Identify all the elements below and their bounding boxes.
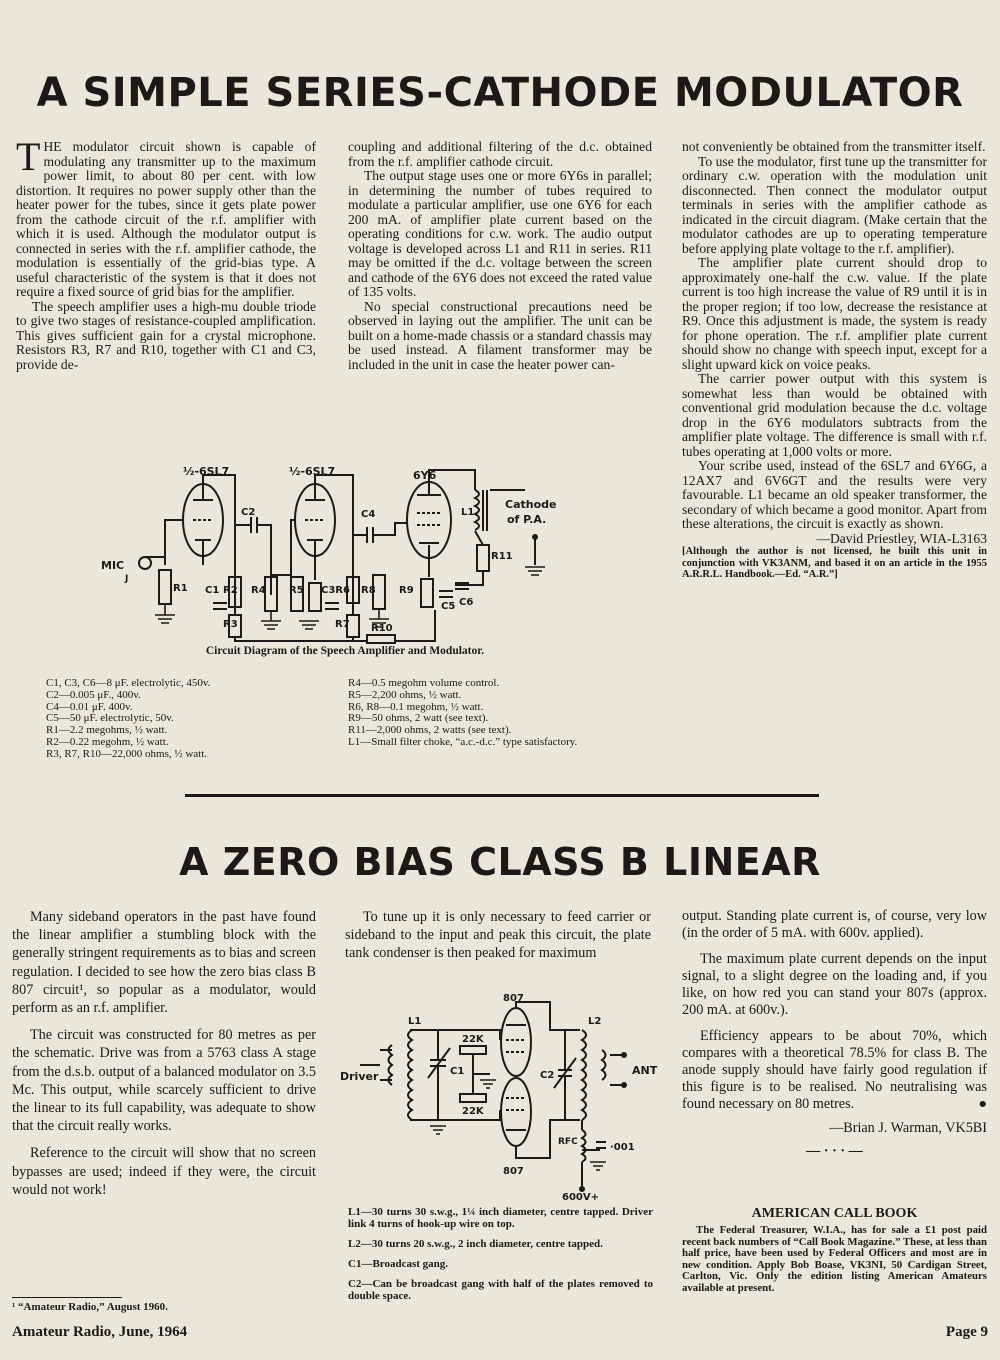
article1-col3-para2: To use the modulator, first tune up the transmitter for ordinary c.w. operation with the modulation unit disconnected. Then connect the modulator output terminals in series with the amplifier cathode as indicated in the circuit diagram. (Make certain that the modulator cathodes are up to operating temperature before applying plate voltage to the r.f. amplifier). <box>682 153 987 256</box>
label-r-bottom: 22K <box>462 1106 484 1117</box>
article2-col1-para2: The circuit was constructed for 80 metres as per the schematic. Drive was from a 5763 class A stage from the d.s.b. output of a balanced modulator on 3.5 Mc. This output, while scarcely sufficient to drive the linear to its full capability, was adequate to show that the circuit really works. <box>12 1027 316 1135</box>
label-c2: C2 <box>540 1070 555 1081</box>
parts-item: L1—30 turns 30 s.w.g., 1¼ inch diameter, centre tapped. Driver link 4 turns of hook-up wire on top. <box>348 1206 653 1230</box>
separator-ornament: — · · · — <box>806 1143 863 1159</box>
article2-column-2 <box>345 908 651 972</box>
notice-body: The Federal Treasurer, W.I.A., has for sale a £1 post paid recent back numbers of “Call Book Magazine.” These, at less than half price, have been used by Federal Officers and most are in new condition. Apply Bob Boase, VK3NI, 50 Cardigan Street, Carlton, Vic. Only the edition listing American Amateurs available at present. <box>682 1224 987 1294</box>
label-driver: Driver <box>340 1070 379 1083</box>
parts-item: C4—0.01 μF. 400v. <box>46 700 133 713</box>
footer-page-number: Page 9 <box>945 1324 988 1340</box>
editor-note: [Although the author is not licensed, he built this unit in conjunction with VK3ANM, and based it on an article in the 1955 A.R.R.L. Handbook.—Ed. “A.R.”] <box>682 546 987 580</box>
article1-col2-para3: No special constructional precautions need be observed in laying out the amplifier. The unit can be built on a home-made chassis or a standard chassis may be used instead. A filament transformer may be included in the unit in case the heater power can- <box>348 298 652 372</box>
label-c3r6: C3R6 <box>321 585 350 596</box>
label-c6: C6 <box>459 597 474 608</box>
article1-col3-para5: Your scribe used, instead of the 6SL7 and 6Y6G, a 12AX7 and 6V6GT and the results were very favourable. L1 became an old speaker transformer, the secondary of which became a good monitor. Apart from these alterations, the circuit is exactly as shown. <box>682 458 987 531</box>
end-bullet: ● <box>978 1096 987 1112</box>
parts-item: C2—Can be broadcast gang with half of the plates removed to double space. <box>348 1278 653 1302</box>
label-l1: L1 <box>408 1016 422 1027</box>
label-tube-top: 807 <box>503 993 524 1004</box>
parts-list-right <box>348 678 648 749</box>
article1-col1-para2: The speech amplifier uses a high-mu double triode to give two stages of resistance-coupled amplification. This gives sufficient gain for a crystal microphone. Resistors R3, R7 and R10, together with C1 and C3, provide de- <box>16 298 316 372</box>
article2-col1-para3: Reference to the circuit will show that no screen bypasses are used; indeed if they were, the circuit would not work! <box>12 1145 316 1198</box>
label-r4: R4 <box>251 585 266 596</box>
article1-col3-para1: not conveniently be obtained from the transmitter itself. <box>682 139 986 154</box>
article1-col2-para1: coupling and additional filtering of the d.c. obtained from the r.f. amplifier cathode circuit. <box>348 139 652 169</box>
label-c4: C4 <box>361 509 376 520</box>
parts-item: R6, R8—0.1 megohm, ½ watt. <box>348 700 484 713</box>
footnote: ¹ “Amateur Radio,” August 1960. <box>12 1301 168 1313</box>
label-tube1: ½-6SL7 <box>183 465 230 478</box>
article2-col3-para2: The maximum plate current depends on the input signal, to a slight degree on the loading and, if you like, on how red you can stand your 807s (approx. 200 mA. at 600v.). <box>682 951 987 1018</box>
label-tube3: 6Y6 <box>413 469 437 482</box>
label-of-pa: of P.A. <box>507 513 547 526</box>
parts-item: R9—50 ohms, 2 watt (see text). <box>348 712 489 725</box>
label-r1: R1 <box>173 583 188 594</box>
label-l1: L1 <box>461 507 475 518</box>
label-tube-bottom: 807 <box>503 1166 524 1177</box>
article2-parts-list <box>348 1206 653 1302</box>
label-l2: L2 <box>588 1016 602 1027</box>
parts-item: C5—50 μF. electrolytic, 50v. <box>46 712 174 725</box>
article1-col3-para4: The carrier power output with this system is somewhat less than would be obtained with conventional grid modulation because the d.c. voltage drop in the 6Y6 modulators subtracts from the amplifier plate voltage. The difference is small with r.f. tubes operating at 1,000 volts or more. <box>682 371 987 459</box>
article2-title: A ZERO BIAS CLASS B LINEAR <box>179 840 821 884</box>
label-r9: R9 <box>399 585 414 596</box>
parts-item: R3, R7, R10—22,000 ohms, ½ watt. <box>46 747 208 760</box>
article2-signature: —Brian J. Warman, VK5BI <box>829 1120 987 1136</box>
label-cap: ·001 <box>610 1142 635 1153</box>
article1-column-1 <box>16 134 316 372</box>
circuit1-caption: Circuit Diagram of the Speech Amplifier and Modulator. <box>205 645 485 657</box>
label-tube2: ½-6SL7 <box>289 465 336 478</box>
article1-col1-para1-text: HE modulator circuit shown is capable of modulating any transmitter up to the maximum power limit, to about 80 per cent. with low distortion. It requires no power supply other than the heater power for the tubes, since it gets plate power from the cathode circuit of the r.f. amplifier with which it is used. Although the modulator output is connected in series with the r.f. amplifier cathode, the modulation is essentially of the grid-bias type. A useful characteristic of the system is that it does not require a fixed source of grid bias for the amplifier. <box>16 139 316 299</box>
article2-col1-para1: Many sideband operators in the past have found the linear amplifier a stumbling block with the generally stringent requirements as to bias and screen regulation. I decided to see how the zero bias class B 807 circuit¹, so popular as a modulator, would perform as an r.f. amplifier. <box>12 909 316 1017</box>
label-ant: ANT <box>632 1064 658 1077</box>
label-r5: R5 <box>289 585 304 596</box>
article2-column-1 <box>12 908 316 1208</box>
article1-col3-para3: The amplifier plate current should drop to approximately one-half the c.w. value. If the plate current is too high increase the value of R9 until it is in the proper region; if too low, decrease the resistance at R9. Once this adjustment is made, the system is ready for phone operation. The r.f. amplifier plate current should show no change with speech input, except for a slight upward kick on voice peaks. <box>682 255 987 372</box>
parts-item: R2—0.22 megohm, ½ watt. <box>46 735 169 748</box>
article1-signature: —David Priestley, WIA-L3163 <box>816 530 987 546</box>
article1-col2-para2: The output stage uses one or more 6Y6s in parallel; in determining the number of tubes required to modulate a particular amplifier, use one 6Y6 for each 200 mA. of amplifier plate current based on the operating conditions for c.w. work. The audio output voltage is developed across L1 and R11 in series. R11 may be omitted if the d.c. voltage between the screen and cathode of the 6Y6 does not exceed the rated value of 135 volts. <box>348 168 652 299</box>
notice-title: AMERICAN CALL BOOK <box>751 1206 918 1221</box>
label-r11: R11 <box>491 551 513 562</box>
drop-cap: T <box>16 134 41 179</box>
parts-item: R1—2.2 megohms, ½ watt. <box>46 724 168 737</box>
parts-item: R5—2,200 ohms, ½ watt. <box>348 688 462 701</box>
label-supply: 600V+ <box>562 1192 599 1200</box>
parts-item: C2—0.005 μF., 400v. <box>46 688 141 701</box>
parts-item: L2—30 turns 20 s.w.g., 2 inch diameter, centre tapped. <box>348 1238 603 1250</box>
section-divider <box>185 794 819 797</box>
article1-col1-para1 <box>16 134 316 300</box>
label-r8: R8 <box>361 585 376 596</box>
parts-item: R4—0.5 megohm volume control. <box>348 677 500 689</box>
label-c1: C1 <box>205 585 220 596</box>
modulator-circuit-diagram <box>95 465 655 650</box>
article2-col3-para1: output. Standing plate current is, of course, very low (in the order of 5 mA. with 600v. applied). <box>682 908 987 941</box>
label-c5: C5 <box>441 601 456 612</box>
article2-col3-para3-text: Efficiency appears to be about 70%, which compares with a theoretical 78.5% for class B. The anode supply should have fairly good regulation if this figure is to be realised. No neutralising was found necessary on 80 metres. <box>682 1028 987 1112</box>
article1-column-2 <box>348 140 652 372</box>
label-j: J <box>125 574 129 584</box>
article1-column-3 <box>682 140 987 581</box>
article2-col3-para3 <box>682 1028 987 1113</box>
parts-item: C1, C3, C6—8 μF. electrolytic, 450v. <box>46 677 211 689</box>
linear-amplifier-circuit-diagram <box>340 990 660 1200</box>
article2-col2-para1: To tune up it is only necessary to feed carrier or sideband to the input and peak this circuit, the plate tank condenser is then peaked for maximum <box>345 909 651 962</box>
label-r3: R3 <box>223 619 238 630</box>
label-rfc: RFC <box>558 1137 578 1147</box>
label-r2: R2 <box>223 585 238 596</box>
parts-item: L1—Small filter choke, “a.c.-d.c.” type satisfactory. <box>348 735 578 748</box>
label-mic: MIC <box>101 559 125 572</box>
article2-column-3 <box>682 908 987 1160</box>
label-r10: R10 <box>371 623 393 634</box>
label-cathode: Cathode <box>505 498 557 511</box>
label-r-top: 22K <box>462 1034 484 1045</box>
notice-box <box>682 1206 987 1295</box>
label-c2: C2 <box>241 507 256 518</box>
footer-publication: Amateur Radio, June, 1964 <box>12 1324 188 1340</box>
parts-item: C1—Broadcast gang. <box>348 1258 449 1270</box>
parts-item: R11—2,000 ohms, 2 watts (see text). <box>348 724 512 737</box>
label-r7: R7 <box>335 619 350 630</box>
label-c1: C1 <box>450 1066 465 1077</box>
parts-list-left <box>46 678 336 761</box>
article1-title: A SIMPLE SERIES-CATHODE MODULATOR <box>36 70 964 116</box>
footnote-rule <box>12 1297 122 1298</box>
